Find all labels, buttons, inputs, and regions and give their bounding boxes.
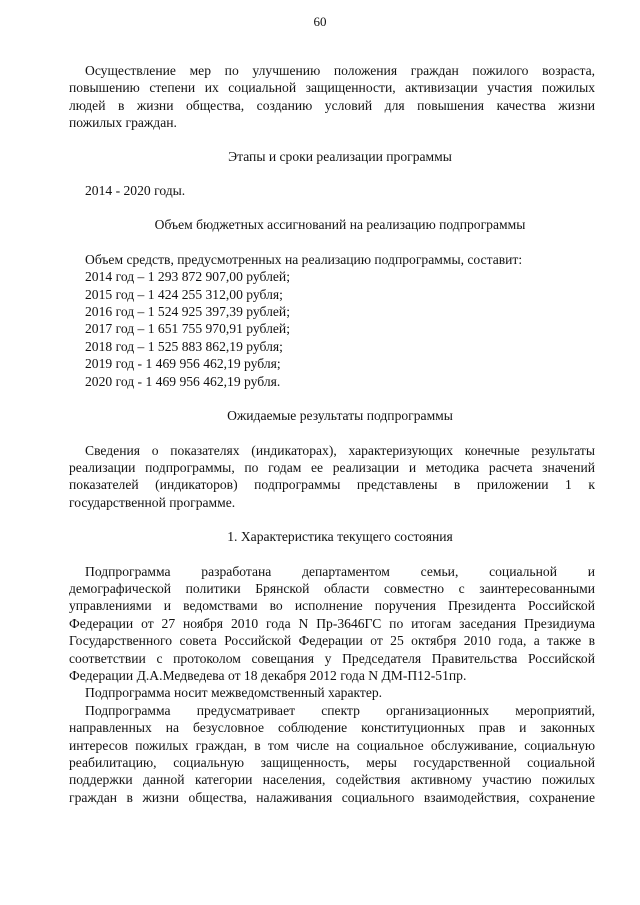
text-line: показателей (индикаторов) подпрограммы представлены в приложении 1 к [69,477,595,493]
text-line: государственной программе. [69,494,236,510]
text-line: Подпрограмма предусматривает спектр организационных мероприятий, [85,702,595,718]
stages-period: 2014 - 2020 годы. [85,183,186,199]
section1-paragraph-3 [69,702,595,806]
stages-heading: Этапы и сроки реализации программы [228,148,452,164]
page-content [69,62,595,806]
text-line: интересов пожилых граждан, в том числе на социальное обслуживание, социальную [69,737,595,753]
budget-year-2020: 2020 год - 1 469 956 462,19 рубля. [85,373,281,389]
budget-year-2019: 2019 год - 1 469 956 462,19 рубля; [85,356,281,372]
text-line: реабилитацию, социальную защищенность, меры государственной социальной [69,755,595,770]
budget-year-2016: 2016 год – 1 524 925 397,39 рублей; [85,304,290,320]
section1-heading: 1. Характеристика текущего состояния [227,529,453,545]
text-line: граждан в жизни общества, налаживания социального взаимодействия, сохранение [69,789,595,805]
text-line: управлениями и ведомствами во исполнение поручения Президента Российской [69,598,595,614]
text-line: реализации подпрограммы, по годам ее реализации и методика расчета значений [69,459,595,475]
text-line: соответствии с протоколом совещания у Председателя Правительства Российской [69,650,595,666]
budget-year-2014: 2014 год – 1 293 872 907,00 рублей; [85,269,290,285]
budget-heading: Объем бюджетных ассигнований на реализацию подпрограммы [154,217,526,233]
text-line: демографической политики Брянской области совместно с заинтересованными [69,580,595,596]
text-line: направленных на безусловное соблюдение конституционных прав и законных [69,720,595,736]
text-line: людей в жизни общества, созданию условий для повышения качества жизни [69,97,595,113]
results-paragraph [69,442,595,512]
budget-year-2017: 2017 год – 1 651 755 970,91 рублей; [85,321,290,337]
text-line: повышению степени их социальной защищенности, активизации участия пожилых [69,80,595,96]
text-line: Федерации Д.А.Медведева от 18 декабря 2012 года N ДМ-П12-51пр. [69,667,467,683]
intro-paragraph [69,62,595,132]
results-heading: Ожидаемые результаты подпрограммы [227,408,453,424]
text-line: Подпрограмма разработана департаментом семьи, социальной и [85,563,595,579]
section1-paragraph-2: Подпрограмма носит межведомственный характер. [85,685,383,701]
text-line: пожилых граждан. [69,115,177,131]
text-line: Федерации от 27 ноября 2010 года N Пр-3646ГС по итогам заседания Президиума [69,615,595,631]
text-line: Государственного совета Российской Федерации от 25 октября 2010 года, а также в [69,633,595,649]
text-line: Осуществление мер по улучшению положения граждан пожилого возраста, [85,63,595,78]
budget-list [85,251,595,390]
budget-year-2018: 2018 год – 1 525 883 862,19 рубля; [85,338,283,354]
text-line: поддержки данной категории населения, содействия активному участию пожилых [69,772,595,788]
page-number: 60 [313,14,327,29]
text-line: Сведения о показателях (индикаторах), характеризующих конечные результаты [85,442,595,458]
section1-paragraph-1 [69,563,595,685]
budget-lead: Объем средств, предусмотренных на реализацию подпрограммы, составит: [85,251,523,267]
budget-year-2015: 2015 год – 1 424 255 312,00 рубля; [85,286,283,302]
